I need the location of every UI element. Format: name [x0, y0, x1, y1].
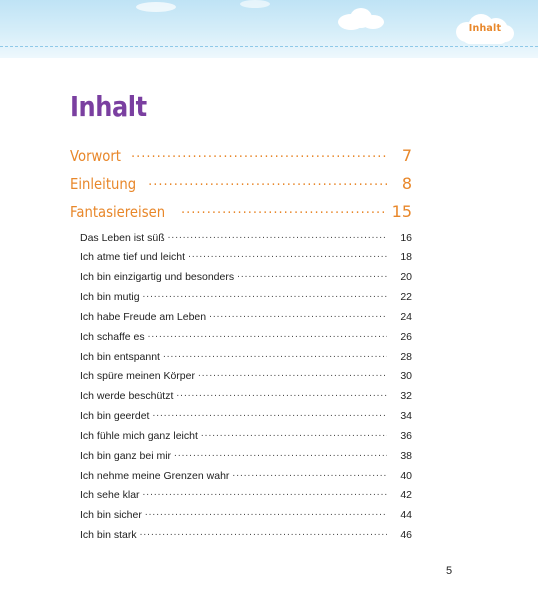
toc-entry-label: Vorwort: [70, 147, 121, 165]
toc-entry[interactable]: [70, 428, 412, 448]
toc-entry-page: 26: [400, 330, 412, 343]
toc-entry-page: 30: [400, 370, 412, 383]
toc-leader-dots: [209, 309, 387, 320]
toc-entry-label: Ich bin einzigartig und besonders: [80, 271, 235, 284]
toc-entry-label: Das Leben ist süß: [80, 231, 165, 244]
toc-entry[interactable]: [70, 409, 412, 429]
header-sky-band: [0, 0, 538, 58]
toc-leader-dots: [181, 202, 387, 217]
toc-leader-dots: [148, 174, 387, 189]
cloud-shape: [240, 0, 270, 8]
toc-entry-label: Ich bin stark: [80, 529, 137, 542]
toc-entry[interactable]: [70, 250, 412, 270]
toc-entry-label: Ich nehme meine Grenzen wahr: [80, 469, 230, 482]
toc-entry-page: 22: [400, 291, 412, 304]
toc-leader-dots: [143, 290, 387, 301]
cloud-shape: [362, 15, 384, 29]
toc-entry-major[interactable]: [70, 202, 412, 230]
toc-entry-page: 20: [400, 271, 412, 284]
toc-entry-page: 32: [400, 390, 412, 403]
toc-leader-dots: [131, 146, 387, 161]
toc-entry-page: 44: [400, 509, 412, 522]
toc-entry-label: Ich bin geerdet: [80, 410, 150, 423]
toc-leader-dots: [168, 230, 387, 241]
toc-entry-page: 38: [400, 449, 412, 462]
toc-entry-page: 8: [401, 174, 412, 193]
header-dashed-divider: [0, 46, 538, 47]
toc-entry-major[interactable]: [70, 146, 412, 174]
toc-entry-label: Ich spüre meinen Körper: [80, 370, 195, 383]
toc-entry-page: 34: [400, 410, 412, 423]
toc-leader-dots: [143, 488, 387, 499]
toc-entry-page: 7: [401, 146, 412, 165]
toc-entry-label: Ich bin sicher: [80, 509, 142, 522]
toc-entry-major[interactable]: [70, 174, 412, 202]
toc-leader-dots: [152, 409, 387, 420]
toc-entry[interactable]: [70, 528, 412, 548]
toc-entry[interactable]: [70, 508, 412, 528]
toc-entry-label: Ich atme tief und leicht: [80, 251, 186, 264]
toc-entry-page: 16: [400, 231, 412, 244]
toc-entry[interactable]: [70, 468, 412, 488]
toc-entry-page: 24: [400, 310, 412, 323]
toc-leader-dots: [232, 468, 387, 479]
toc-leader-dots: [163, 349, 387, 360]
toc-entry[interactable]: [70, 369, 412, 389]
toc-entry[interactable]: [70, 230, 412, 250]
toc-entry[interactable]: [70, 448, 412, 468]
page-title: Inhalt: [70, 90, 147, 123]
toc-entry-page: 46: [400, 529, 412, 542]
toc-entry-label: Einleitung: [70, 175, 137, 193]
header-cloud-badge: [456, 14, 514, 46]
toc-leader-dots: [201, 428, 387, 439]
toc-leader-dots: [145, 508, 387, 519]
toc-entry-page: 28: [400, 350, 412, 363]
toc-entry-page: 15: [391, 202, 412, 221]
header-label: Inhalt: [468, 23, 502, 34]
toc-entry-label: Ich fühle mich ganz leicht: [80, 429, 198, 442]
toc-entry[interactable]: [70, 349, 412, 369]
toc-entry[interactable]: [70, 309, 412, 329]
toc-leader-dots: [176, 389, 387, 400]
toc-entry-page: 36: [400, 429, 412, 442]
toc-entry-label: Ich habe Freude am Leben: [80, 310, 207, 323]
toc-entry-label: Ich sehe klar: [80, 489, 140, 502]
toc-entry-page: 40: [400, 469, 412, 482]
table-of-contents: [70, 146, 412, 548]
toc-entry-label: Ich werde beschützt: [80, 390, 174, 403]
toc-leader-dots: [148, 329, 387, 340]
toc-entry-label: Ich bin entspannt: [80, 350, 160, 363]
page-number: 5: [446, 565, 453, 577]
toc-leader-dots: [174, 448, 387, 459]
toc-leader-dots: [188, 250, 387, 261]
toc-leader-dots: [140, 528, 387, 539]
toc-entry[interactable]: [70, 329, 412, 349]
toc-leader-dots: [198, 369, 387, 380]
toc-entry-label: Ich bin ganz bei mir: [80, 449, 172, 462]
toc-entry[interactable]: [70, 270, 412, 290]
toc-entry-page: 42: [400, 489, 412, 502]
cloud-shape: [136, 2, 176, 12]
toc-entry-label: Ich schaffe es: [80, 330, 145, 343]
toc-leader-dots: [237, 270, 387, 281]
toc-entry-page: 18: [400, 251, 412, 264]
toc-entry[interactable]: [70, 290, 412, 310]
toc-entry[interactable]: [70, 389, 412, 409]
toc-entry[interactable]: [70, 488, 412, 508]
toc-entry-label: Ich bin mutig: [80, 291, 140, 304]
toc-entry-label: Fantasiereisen: [70, 203, 166, 221]
